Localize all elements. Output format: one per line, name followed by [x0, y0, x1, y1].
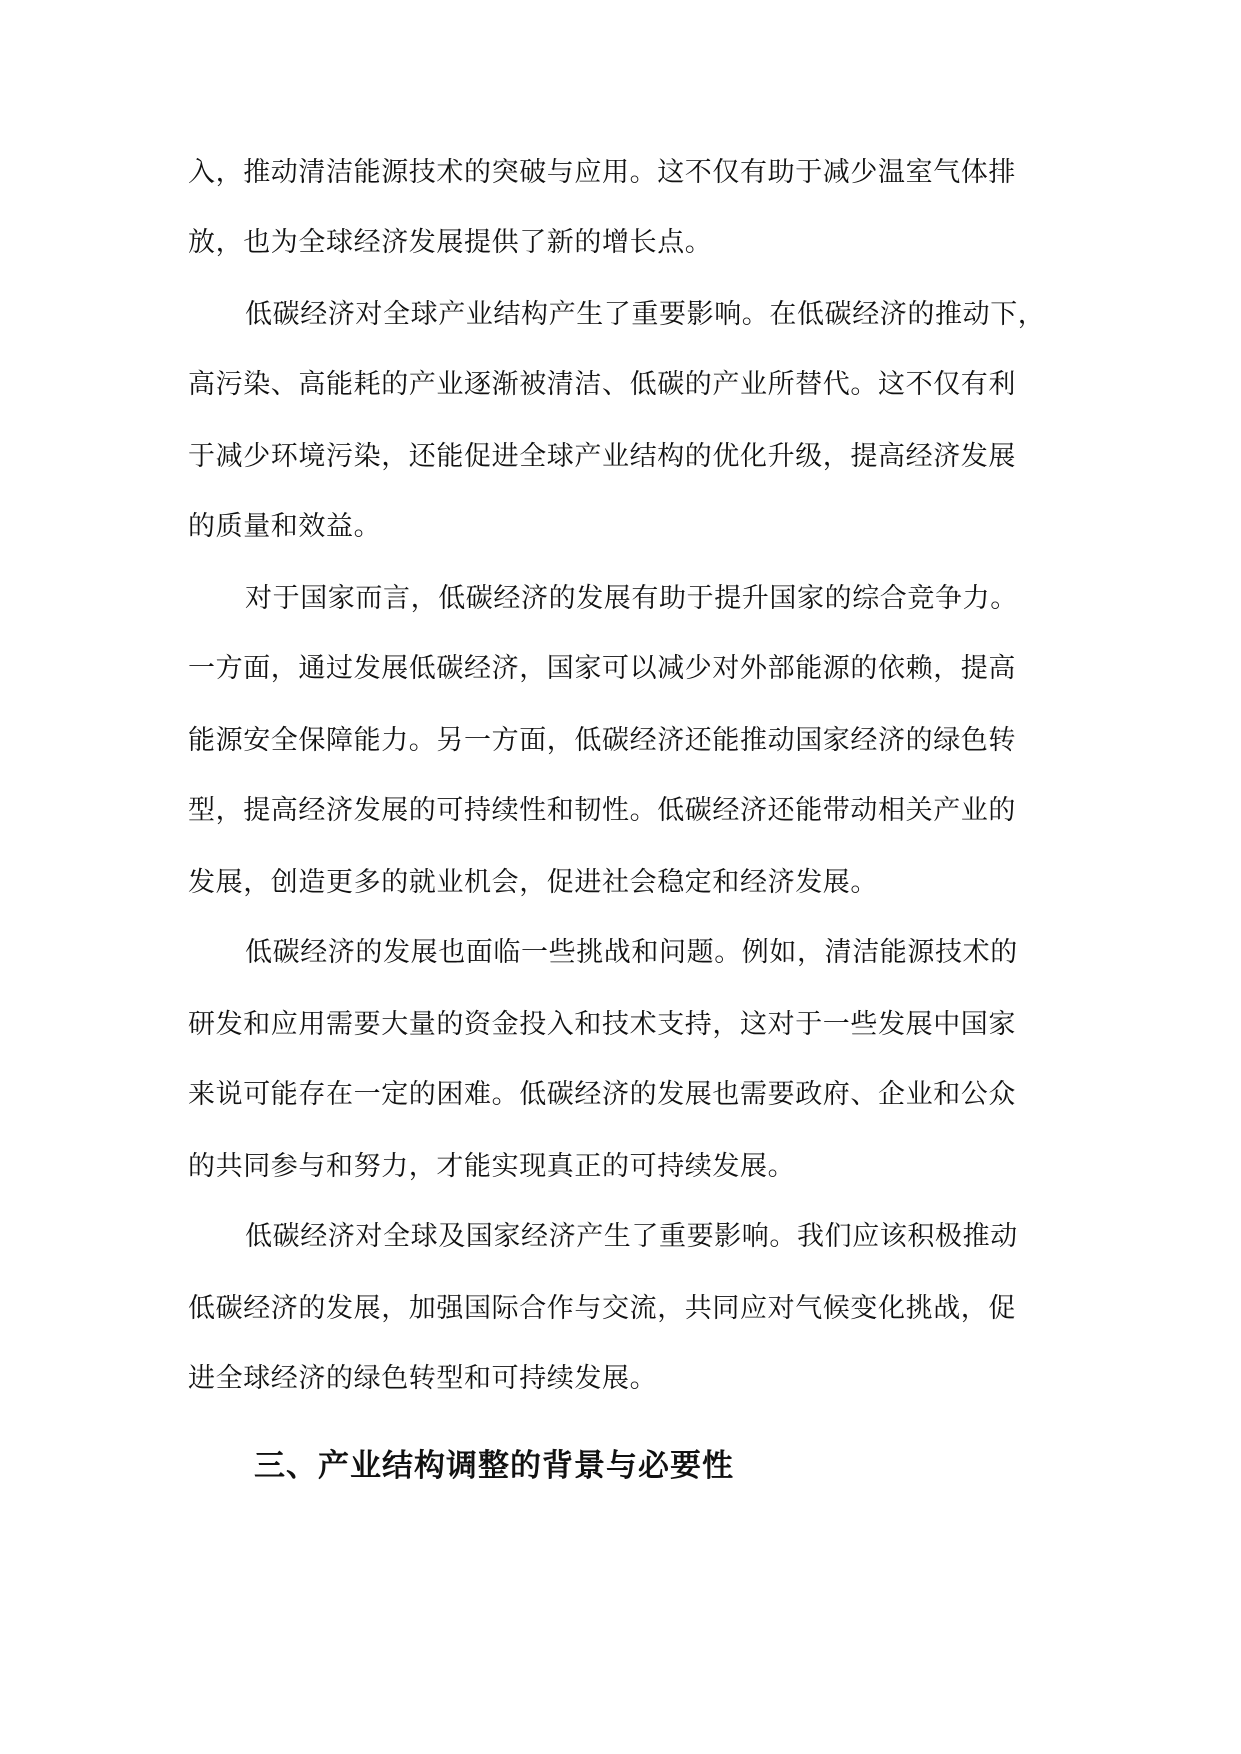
- paragraph-line: 发展，创造更多的就业机会，促进社会稳定和经济发展。: [188, 867, 878, 898]
- paragraph-line: 高污染、高能耗的产业逐渐被清洁、低碳的产业所替代。这不仅有利: [188, 369, 1016, 400]
- paragraph-line: 研发和应用需要大量的资金投入和技术支持，这对于一些发展中国家: [188, 1009, 1016, 1040]
- paragraph-line: 能源安全保障能力。另一方面，低碳经济还能推动国家经济的绿色转: [188, 725, 1016, 756]
- paragraph-line: 低碳经济对全球产业结构产生了重要影响。在低碳经济的推动下，: [245, 299, 1046, 330]
- paragraph-line: 对于国家而言，低碳经济的发展有助于提升国家的综合竞争力。: [245, 583, 1018, 614]
- paragraph-line: 放，也为全球经济发展提供了新的增长点。: [188, 227, 713, 258]
- paragraph-line: 低碳经济的发展，加强国际合作与交流，共同应对气候变化挑战，促: [188, 1293, 1016, 1324]
- paragraph-line: 型，提高经济发展的可持续性和韧性。低碳经济还能带动相关产业的: [188, 795, 1016, 826]
- section-heading: 三、产业结构调整的背景与必要性: [254, 1448, 734, 1484]
- paragraph-line: 于减少环境污染，还能促进全球产业结构的优化升级，提高经济发展: [188, 441, 1016, 472]
- paragraph-line: 低碳经济的发展也面临一些挑战和问题。例如，清洁能源技术的: [245, 937, 1018, 968]
- paragraph-line: 进全球经济的绿色转型和可持续发展。: [188, 1363, 658, 1394]
- paragraph-line: 的质量和效益。: [188, 511, 382, 542]
- paragraph-line: 一方面，通过发展低碳经济，国家可以减少对外部能源的依赖，提高: [188, 653, 1016, 684]
- paragraph-line: 来说可能存在一定的困难。低碳经济的发展也需要政府、企业和公众: [188, 1079, 1016, 1110]
- paragraph-line: 低碳经济对全球及国家经济产生了重要影响。我们应该积极推动: [245, 1221, 1018, 1252]
- paragraph-line: 入，推动清洁能源技术的突破与应用。这不仅有助于减少温室气体排: [188, 157, 1016, 188]
- paragraph-line: 的共同参与和努力，才能实现真正的可持续发展。: [188, 1151, 796, 1182]
